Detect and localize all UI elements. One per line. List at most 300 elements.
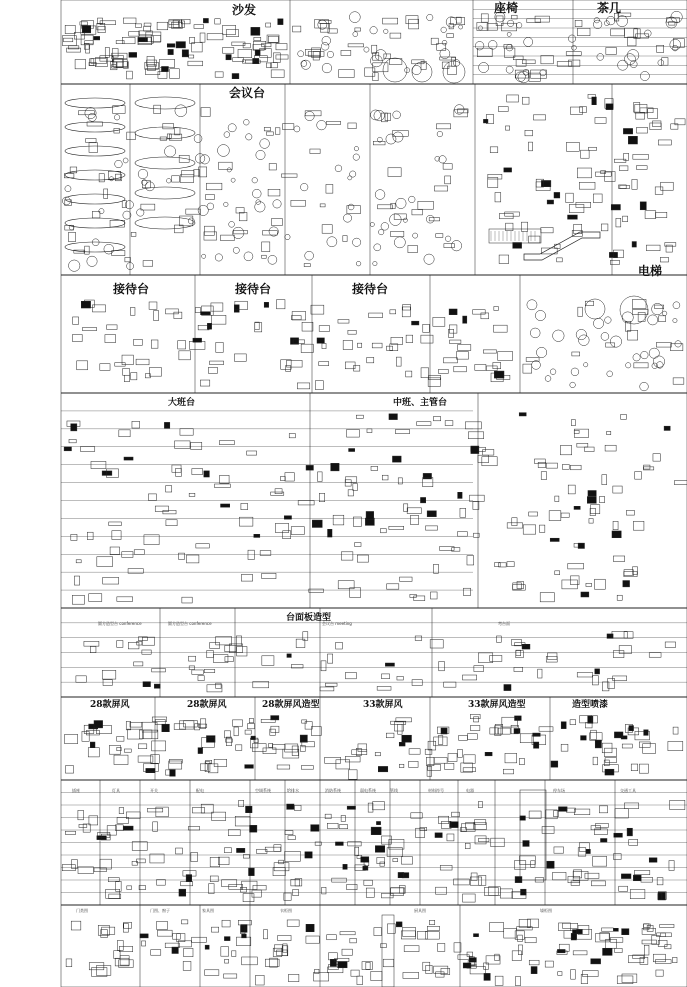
- furniture-glyph: [645, 211, 656, 219]
- furniture-glyph: [327, 935, 337, 940]
- furniture-glyph: [375, 752, 380, 755]
- furniture-glyph: [658, 60, 664, 66]
- furniture-glyph: [467, 556, 474, 565]
- furniture-glyph: [516, 23, 522, 29]
- furniture-glyph: [67, 48, 81, 52]
- furniture-glyph: [474, 666, 484, 672]
- furniture-glyph: [200, 33, 205, 42]
- furniture-glyph: [103, 577, 119, 584]
- furniture-glyph: [180, 429, 193, 436]
- furniture-glyph: [130, 722, 142, 727]
- furniture-glyph: [367, 429, 372, 433]
- furniture-glyph: [198, 676, 204, 681]
- furniture-glyph: [531, 861, 535, 867]
- furniture-glyph: [285, 473, 294, 481]
- furniture-glyph: [571, 368, 579, 376]
- furniture-glyph: [450, 340, 461, 344]
- furniture-glyph: [209, 884, 214, 894]
- furniture-glyph: [475, 41, 484, 50]
- furniture-glyph: [623, 128, 632, 133]
- furniture-glyph: [95, 58, 107, 67]
- furniture-glyph: [246, 134, 252, 140]
- furniture-glyph: [572, 352, 580, 356]
- furniture-glyph: [336, 760, 350, 769]
- furniture-glyph: [151, 340, 158, 348]
- furniture-glyph: [388, 168, 401, 177]
- furniture-glyph: [478, 455, 489, 462]
- furniture-glyph: [276, 55, 288, 59]
- furniture-glyph: [380, 944, 386, 948]
- furniture-glyph: [483, 450, 494, 456]
- furniture-glyph: [285, 234, 290, 239]
- furniture-glyph: [201, 312, 211, 315]
- round-table: [412, 62, 432, 82]
- furniture-glyph: [116, 41, 124, 44]
- furniture-glyph: [453, 60, 460, 67]
- furniture-glyph: [87, 532, 93, 539]
- furniture-glyph: [128, 642, 139, 648]
- furniture-glyph: [547, 653, 556, 660]
- furniture-glyph: [527, 919, 538, 928]
- furniture-glyph: [195, 308, 200, 313]
- furniture-glyph: [445, 176, 451, 184]
- furniture-glyph: [82, 731, 89, 741]
- furniture-glyph: [660, 924, 674, 927]
- furniture-glyph: [119, 430, 130, 437]
- furniture-glyph: [86, 730, 99, 735]
- furniture-glyph: [224, 974, 237, 978]
- furniture-glyph: [124, 922, 132, 928]
- furniture-glyph: [155, 506, 168, 511]
- furniture-glyph: [640, 71, 649, 80]
- furniture-glyph: [520, 734, 533, 743]
- conference-table: [135, 157, 195, 169]
- furniture-glyph: [504, 928, 517, 938]
- furniture-glyph: [563, 923, 578, 928]
- furniture-glyph: [254, 534, 260, 537]
- furniture-glyph: [302, 322, 313, 331]
- furniture-glyph: [221, 504, 230, 507]
- furniture-glyph: [355, 847, 359, 855]
- furniture-glyph: [178, 341, 186, 349]
- furniture-glyph: [172, 947, 178, 953]
- furniture-glyph: [402, 735, 412, 742]
- furniture-glyph: [441, 27, 447, 33]
- furniture-glyph: [446, 17, 456, 27]
- furniture-glyph: [466, 822, 475, 829]
- furniture-glyph: [618, 60, 628, 70]
- furniture-glyph: [286, 360, 302, 367]
- furniture-glyph: [235, 816, 250, 826]
- furniture-glyph: [321, 42, 329, 50]
- furniture-glyph: [87, 256, 97, 266]
- label-screen-28: 28款屏风: [90, 700, 130, 710]
- furniture-glyph: [347, 884, 357, 889]
- furniture-glyph: [232, 74, 239, 79]
- furniture-glyph: [545, 376, 551, 382]
- furniture-glyph: [84, 641, 99, 646]
- bottom-caption-0: 门类图: [76, 908, 88, 913]
- furniture-glyph: [591, 959, 601, 964]
- furniture-glyph: [122, 201, 126, 208]
- furniture-glyph: [449, 309, 457, 315]
- furniture-glyph: [291, 527, 304, 535]
- furniture-glyph: [256, 975, 265, 985]
- furniture-glyph: [533, 115, 545, 120]
- furniture-glyph: [64, 38, 73, 42]
- furniture-glyph: [627, 50, 639, 62]
- furniture-glyph: [103, 680, 112, 686]
- furniture-glyph: [653, 454, 660, 461]
- furniture-glyph: [653, 121, 661, 127]
- furniture-glyph: [573, 870, 581, 878]
- furniture-glyph: [123, 158, 128, 163]
- furniture-glyph: [244, 252, 253, 261]
- furniture-glyph: [217, 145, 229, 157]
- furniture-glyph: [68, 46, 79, 49]
- furniture-glyph: [525, 130, 533, 136]
- furniture-glyph: [104, 244, 114, 254]
- furniture-glyph: [605, 317, 612, 324]
- furniture-glyph: [196, 544, 209, 548]
- furniture-glyph: [327, 823, 338, 828]
- furniture-glyph: [189, 55, 194, 58]
- furniture-glyph: [385, 113, 390, 120]
- furniture-glyph: [443, 358, 457, 363]
- furniture-glyph: [516, 650, 521, 655]
- furniture-glyph: [440, 547, 455, 551]
- label-worktop: 台面板造型: [286, 613, 332, 623]
- furniture-glyph: [320, 687, 334, 691]
- furniture-glyph: [349, 770, 358, 779]
- furniture-glyph: [362, 962, 372, 970]
- furniture-glyph: [283, 749, 299, 758]
- furniture-glyph: [494, 325, 508, 332]
- bottom-caption-3: 衣柜图: [280, 908, 292, 913]
- furniture-glyph: [200, 719, 205, 729]
- furniture-glyph: [661, 182, 674, 190]
- furniture-glyph: [538, 669, 542, 678]
- furniture-glyph: [593, 194, 602, 203]
- furniture-glyph: [212, 812, 226, 820]
- furniture-glyph: [442, 40, 447, 45]
- furniture-glyph: [224, 731, 230, 738]
- furniture-glyph: [570, 720, 576, 725]
- furniture-glyph: [298, 501, 314, 505]
- furniture-glyph: [518, 945, 522, 955]
- furniture-glyph: [467, 734, 477, 740]
- furniture-glyph: [228, 124, 236, 132]
- furniture-glyph: [64, 174, 74, 178]
- furniture-glyph: [149, 368, 161, 377]
- furniture-glyph: [223, 48, 234, 54]
- furniture-glyph: [421, 335, 433, 343]
- furniture-glyph: [649, 348, 659, 358]
- furniture-glyph: [222, 880, 237, 887]
- furniture-glyph: [622, 974, 637, 982]
- furniture-glyph: [668, 741, 683, 750]
- furniture-glyph: [393, 111, 401, 119]
- furniture-glyph: [188, 61, 203, 66]
- furniture-glyph: [273, 53, 280, 63]
- furniture-glyph: [438, 369, 448, 373]
- furniture-glyph: [288, 974, 298, 981]
- furniture-glyph: [396, 922, 402, 927]
- furniture-glyph: [149, 302, 157, 309]
- furniture-glyph: [470, 726, 480, 731]
- furniture-glyph: [78, 111, 94, 115]
- furniture-glyph: [441, 968, 450, 974]
- furniture-glyph: [533, 742, 538, 748]
- furniture-glyph: [471, 446, 479, 454]
- furniture-glyph: [644, 945, 649, 955]
- furniture-glyph: [238, 920, 251, 925]
- furniture-glyph: [633, 875, 641, 881]
- furniture-glyph: [589, 519, 593, 524]
- furniture-glyph: [309, 589, 324, 592]
- furniture-glyph: [506, 223, 513, 231]
- furniture-glyph: [144, 26, 151, 31]
- furniture-glyph: [312, 520, 322, 527]
- furniture-glyph: [301, 344, 313, 352]
- furniture-glyph: [164, 422, 169, 428]
- furniture-glyph: [189, 656, 196, 661]
- furniture-glyph: [130, 308, 135, 316]
- furniture-glyph: [628, 136, 637, 144]
- furniture-glyph: [119, 960, 134, 968]
- furniture-glyph: [522, 60, 535, 64]
- furniture-glyph: [228, 830, 240, 836]
- furniture-glyph: [161, 66, 168, 71]
- furniture-glyph: [62, 865, 75, 871]
- furniture-glyph: [519, 919, 530, 927]
- furniture-glyph: [373, 141, 385, 145]
- furniture-glyph: [166, 178, 171, 183]
- furniture-glyph: [603, 948, 613, 955]
- furniture-glyph: [372, 343, 382, 348]
- furniture-glyph: [463, 963, 471, 968]
- furniture-glyph: [514, 729, 520, 734]
- furniture-glyph: [462, 675, 476, 680]
- furniture-glyph: [138, 169, 148, 179]
- furniture-glyph: [555, 571, 560, 575]
- furniture-glyph: [593, 757, 598, 765]
- furniture-glyph: [181, 881, 193, 885]
- furniture-glyph: [615, 809, 628, 818]
- furniture-glyph: [572, 45, 577, 50]
- furniture-glyph: [75, 60, 86, 69]
- furniture-glyph: [653, 954, 665, 962]
- label-screen-33: 33款屏风: [363, 700, 403, 710]
- furniture-glyph: [540, 70, 546, 76]
- furniture-glyph: [665, 642, 675, 647]
- furniture-glyph: [355, 28, 361, 31]
- furniture-glyph: [140, 934, 148, 938]
- furniture-glyph: [148, 494, 156, 501]
- furniture-glyph: [158, 930, 173, 936]
- furniture-glyph: [445, 421, 453, 426]
- furniture-glyph: [325, 757, 341, 763]
- furniture-glyph: [514, 667, 523, 671]
- furniture-glyph: [357, 555, 368, 562]
- furniture-glyph: [573, 871, 588, 880]
- furniture-glyph: [593, 856, 607, 866]
- furniture-glyph: [529, 960, 539, 965]
- furniture-glyph: [464, 755, 475, 764]
- furniture-glyph: [194, 135, 202, 143]
- furniture-glyph: [366, 888, 374, 897]
- furniture-glyph: [78, 867, 93, 874]
- furniture-glyph: [655, 187, 663, 194]
- furniture-glyph: [412, 680, 422, 686]
- furniture-glyph: [294, 805, 301, 810]
- furniture-glyph: [71, 424, 77, 431]
- furniture-glyph: [516, 651, 523, 658]
- furniture-glyph: [628, 330, 638, 340]
- furniture-glyph: [112, 531, 121, 540]
- furniture-glyph: [632, 310, 648, 315]
- furniture-glyph: [65, 734, 78, 743]
- furniture-glyph: [644, 30, 651, 37]
- furniture-glyph: [536, 347, 546, 357]
- furniture-glyph: [89, 816, 98, 825]
- label-manager-desk: 中班、主管台: [393, 398, 448, 408]
- furniture-glyph: [215, 254, 222, 261]
- furniture-glyph: [449, 23, 453, 28]
- furniture-glyph: [275, 489, 282, 494]
- furniture-glyph: [119, 808, 124, 814]
- furniture-glyph: [348, 204, 354, 210]
- furniture-glyph: [301, 61, 307, 67]
- furniture-glyph: [200, 380, 209, 386]
- furniture-glyph: [364, 47, 369, 52]
- furniture-glyph: [132, 421, 140, 428]
- furniture-glyph: [186, 875, 192, 882]
- furniture-glyph: [665, 945, 671, 949]
- furniture-glyph: [268, 36, 278, 42]
- furniture-glyph: [328, 529, 332, 537]
- furniture-glyph: [243, 894, 254, 902]
- furniture-glyph: [226, 739, 233, 742]
- furniture-glyph: [656, 960, 672, 964]
- furniture-glyph: [576, 202, 591, 207]
- furniture-glyph: [174, 724, 186, 730]
- furniture-glyph: [97, 557, 113, 567]
- furniture-glyph: [354, 146, 358, 150]
- furniture-glyph: [345, 480, 351, 486]
- furniture-glyph: [593, 318, 603, 328]
- furniture-glyph: [406, 371, 412, 377]
- furniture-glyph: [255, 50, 260, 55]
- furniture-glyph: [393, 130, 409, 136]
- furniture-glyph: [561, 722, 566, 729]
- furniture-glyph: [555, 496, 559, 501]
- furniture-glyph: [605, 769, 614, 775]
- furniture-glyph: [479, 62, 489, 72]
- furniture-glyph: [353, 32, 358, 37]
- legend-caption-12: 交通工具: [620, 788, 636, 793]
- furniture-glyph: [80, 447, 94, 452]
- furniture-glyph: [319, 326, 329, 332]
- furniture-glyph: [587, 497, 596, 504]
- furniture-glyph: [641, 351, 649, 359]
- furniture-glyph: [528, 142, 532, 151]
- furniture-glyph: [521, 889, 527, 895]
- furniture-glyph: [347, 429, 360, 437]
- furniture-glyph: [80, 22, 88, 25]
- furniture-glyph: [123, 18, 136, 23]
- furniture-glyph: [177, 934, 185, 942]
- legend-caption-2: 开关: [150, 788, 158, 793]
- furniture-glyph: [143, 682, 151, 687]
- furniture-glyph: [507, 95, 519, 102]
- furniture-glyph: [285, 851, 301, 861]
- furniture-glyph: [153, 311, 158, 321]
- furniture-glyph: [610, 260, 619, 264]
- furniture-glyph: [420, 497, 425, 502]
- furniture-glyph: [483, 350, 496, 353]
- furniture-glyph: [628, 956, 643, 963]
- furniture-glyph: [454, 366, 467, 371]
- furniture-glyph: [604, 748, 616, 757]
- furniture-glyph: [224, 937, 230, 941]
- furniture-glyph: [473, 934, 478, 937]
- furniture-glyph: [349, 12, 360, 23]
- furniture-glyph: [527, 300, 537, 310]
- furniture-glyph: [213, 655, 228, 663]
- furniture-glyph: [458, 749, 463, 757]
- furniture-glyph: [168, 49, 173, 54]
- furniture-glyph: [356, 415, 363, 418]
- furniture-glyph: [423, 324, 429, 332]
- furniture-glyph: [114, 58, 123, 67]
- furniture-glyph: [495, 193, 501, 202]
- furniture-glyph: [224, 848, 231, 853]
- furniture-glyph: [265, 847, 280, 851]
- label-shape-spray: 造型喷漆: [572, 700, 609, 710]
- furniture-glyph: [186, 555, 198, 563]
- furniture-glyph: [463, 316, 467, 323]
- furniture-glyph: [194, 25, 204, 29]
- furniture-glyph: [615, 948, 622, 952]
- furniture-glyph: [84, 43, 89, 49]
- furniture-glyph: [339, 70, 355, 78]
- furniture-glyph: [394, 237, 405, 248]
- furniture-glyph: [192, 469, 203, 475]
- furniture-glyph: [614, 732, 623, 738]
- furniture-glyph: [127, 132, 135, 140]
- furniture-glyph: [305, 722, 312, 729]
- furniture-glyph: [389, 59, 402, 65]
- caption-worktop-2: 圆方造型台 conference: [168, 621, 212, 626]
- label-reception-2: 接待台: [235, 282, 272, 296]
- furniture-glyph: [617, 595, 622, 600]
- furniture-glyph: [170, 69, 180, 79]
- legend-caption-4: 空调系统: [255, 788, 271, 793]
- furniture-glyph: [353, 154, 359, 160]
- furniture-glyph: [115, 160, 123, 168]
- furniture-glyph: [327, 51, 333, 57]
- furniture-glyph: [570, 107, 582, 114]
- furniture-glyph: [661, 933, 666, 937]
- furniture-glyph: [634, 870, 650, 874]
- furniture-glyph: [263, 930, 267, 939]
- furniture-glyph: [490, 728, 498, 734]
- furniture-glyph: [351, 970, 359, 976]
- furniture-glyph: [398, 724, 402, 734]
- furniture-glyph: [454, 110, 468, 117]
- furniture-glyph: [607, 371, 613, 377]
